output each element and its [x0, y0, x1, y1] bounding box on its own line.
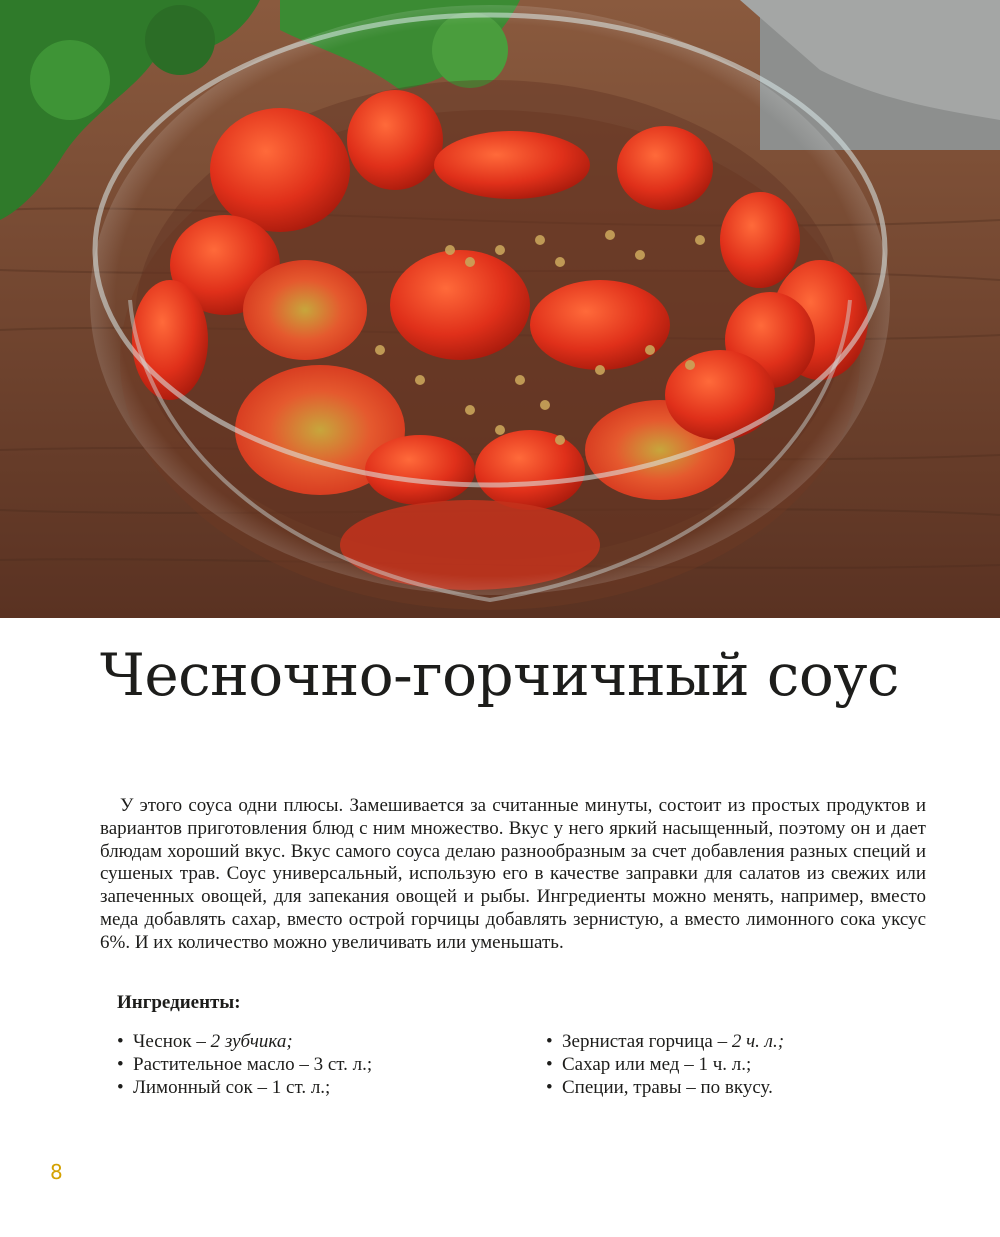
ingredient-name: Растительное масло –	[133, 1054, 314, 1075]
bullet: •	[117, 1077, 124, 1098]
bullet: •	[546, 1054, 553, 1075]
tomato-salad-bowl-illustration	[0, 0, 1000, 618]
ingredients-list-left	[117, 1030, 372, 1099]
ingredient-quantity: 1 ст. л.;	[271, 1077, 331, 1098]
ingredient-item	[546, 1076, 784, 1099]
bullet: •	[546, 1031, 553, 1052]
ingredient-item	[117, 1030, 372, 1053]
ingredient-quantity: 3 ст. л.;	[313, 1054, 373, 1075]
ingredient-quantity: по вкусу.	[700, 1077, 773, 1098]
ingredient-quantity: 1 ч. л.;	[698, 1054, 752, 1075]
ingredient-item	[546, 1053, 784, 1076]
ingredient-name: Специи, травы –	[562, 1077, 701, 1098]
page-number: 8	[50, 1160, 63, 1184]
bullet: •	[117, 1031, 124, 1052]
ingredient-item	[117, 1053, 372, 1076]
ingredients-heading: Ингредиенты:	[117, 992, 241, 1013]
ingredient-name: Лимонный сок –	[133, 1077, 272, 1098]
ingredient-name: Чеснок –	[133, 1031, 211, 1052]
ingredient-item	[546, 1030, 784, 1053]
tomato-salad-photo	[0, 0, 1000, 618]
recipe-intro-paragraph: У этого соуса одни плюсы. Замешивается за считанные минуты, состоит из простых продуктов и вариантов приготовления блюд с ним множество. Вкус у него яркий насыщенный, поэтому он и дает блюдам хороший вкус. Вкус самого соуса делаю разнообразным за счет добавления разных специй и сушеных трав. Соус универсальный, использую его в качестве заправки для салатов из свежих или запеченных овощей, для запекания овощей и рыбы. Ингредиенты можно менять, например, вместо меда добавлять сахар, вместо острой горчицы добавлять зернистую, а вместо лимонного сока уксус 6%. И их количество можно увеличивать или уменьшать.	[100, 795, 926, 953]
recipe-title: Чесночно-горчичный соус	[100, 641, 899, 709]
ingredient-quantity: 2 зубчика;	[210, 1031, 293, 1052]
ingredients-list-right	[546, 1030, 784, 1099]
ingredient-name: Сахар или мед –	[562, 1054, 699, 1075]
bullet: •	[117, 1054, 124, 1075]
bullet: •	[546, 1077, 553, 1098]
ingredient-name: Зернистая горчица –	[562, 1031, 732, 1052]
ingredient-item	[117, 1076, 372, 1099]
ingredient-quantity: 2 ч. л.;	[731, 1031, 785, 1052]
